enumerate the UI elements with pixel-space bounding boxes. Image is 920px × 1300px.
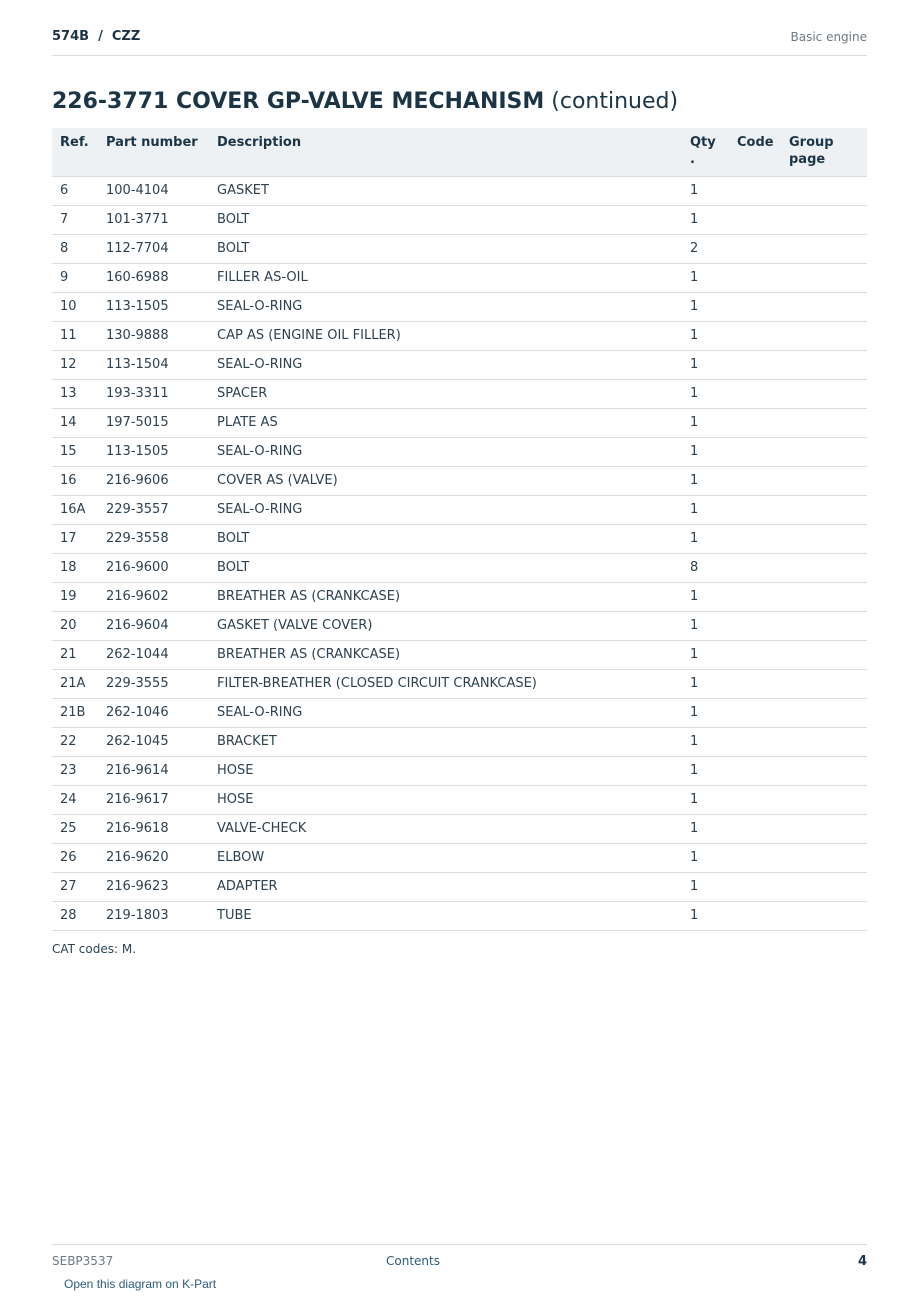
- model-code: 574B / CZZ: [52, 29, 141, 44]
- code-cell: [729, 379, 781, 408]
- description-cell: SEAL-O-RING: [209, 350, 682, 379]
- group-page-cell: [781, 205, 867, 234]
- part-number-cell: 262-1046: [98, 698, 209, 727]
- page-footer: [52, 1244, 867, 1275]
- ref-cell: 21: [52, 640, 98, 669]
- ref-cell: 23: [52, 756, 98, 785]
- page-number: 4: [857, 1254, 867, 1269]
- part-number-cell: 100-4104: [98, 176, 209, 205]
- qty-cell: 1: [682, 176, 729, 205]
- part-number-cell: 216-9606: [98, 466, 209, 495]
- qty-cell: 1: [682, 756, 729, 785]
- part-number-cell: 160-6988: [98, 263, 209, 292]
- part-number-cell: 216-9618: [98, 814, 209, 843]
- col-ref: Ref.: [52, 128, 98, 176]
- code-cell: [729, 901, 781, 930]
- code-cell: [729, 263, 781, 292]
- qty-cell: 1: [682, 669, 729, 698]
- part-number-cell: 130-9888: [98, 321, 209, 350]
- ref-cell: 18: [52, 553, 98, 582]
- part-number-cell: 216-9604: [98, 611, 209, 640]
- ref-cell: 19: [52, 582, 98, 611]
- group-page-cell: [781, 379, 867, 408]
- table-row: [52, 640, 867, 669]
- group-page-cell: [781, 872, 867, 901]
- table-row: [52, 234, 867, 263]
- code-cell: [729, 698, 781, 727]
- part-number-cell: 216-9614: [98, 756, 209, 785]
- table-row: [52, 292, 867, 321]
- qty-cell: 1: [682, 901, 729, 930]
- ref-cell: 14: [52, 408, 98, 437]
- code-cell: [729, 611, 781, 640]
- part-number-cell: 113-1505: [98, 437, 209, 466]
- description-cell: BREATHER AS (CRANKCASE): [209, 582, 682, 611]
- group-page-cell: [781, 698, 867, 727]
- ref-cell: 9: [52, 263, 98, 292]
- ref-cell: 13: [52, 379, 98, 408]
- part-number-cell: 216-9623: [98, 872, 209, 901]
- description-cell: BRACKET: [209, 727, 682, 756]
- code-cell: [729, 872, 781, 901]
- table-row: [52, 176, 867, 205]
- description-cell: BOLT: [209, 205, 682, 234]
- group-page-cell: [781, 321, 867, 350]
- code-cell: [729, 843, 781, 872]
- group-page-cell: [781, 176, 867, 205]
- qty-cell: 1: [682, 640, 729, 669]
- part-number-cell: 262-1045: [98, 727, 209, 756]
- description-cell: SEAL-O-RING: [209, 495, 682, 524]
- ref-cell: 11: [52, 321, 98, 350]
- qty-cell: 1: [682, 582, 729, 611]
- table-row: [52, 553, 867, 582]
- group-page-cell: [781, 582, 867, 611]
- qty-cell: 1: [682, 727, 729, 756]
- table-row: [52, 437, 867, 466]
- code-cell: [729, 727, 781, 756]
- description-cell: HOSE: [209, 756, 682, 785]
- part-number-cell: 262-1044: [98, 640, 209, 669]
- qty-cell: 1: [682, 263, 729, 292]
- group-page-cell: [781, 466, 867, 495]
- group-page-cell: [781, 669, 867, 698]
- table-row: [52, 814, 867, 843]
- section-name: Basic engine: [790, 30, 867, 44]
- table-row: [52, 669, 867, 698]
- ref-cell: 15: [52, 437, 98, 466]
- continued-label: (continued): [551, 89, 679, 114]
- kpart-link[interactable]: Open this diagram on K-Part: [64, 1277, 217, 1291]
- description-cell: SPACER: [209, 379, 682, 408]
- qty-cell: 1: [682, 814, 729, 843]
- part-number-cell: 113-1504: [98, 350, 209, 379]
- ref-cell: 16: [52, 466, 98, 495]
- code-cell: [729, 640, 781, 669]
- group-page-cell: [781, 727, 867, 756]
- parts-table: [52, 128, 867, 931]
- part-number-cell: 229-3558: [98, 524, 209, 553]
- description-cell: ADAPTER: [209, 872, 682, 901]
- table-row: [52, 321, 867, 350]
- page-title: [52, 89, 678, 114]
- table-row: [52, 466, 867, 495]
- qty-cell: 1: [682, 843, 729, 872]
- description-cell: GASKET (VALVE COVER): [209, 611, 682, 640]
- qty-cell: 1: [682, 408, 729, 437]
- description-cell: VALVE-CHECK: [209, 814, 682, 843]
- ref-cell: 28: [52, 901, 98, 930]
- table-row: [52, 843, 867, 872]
- code-cell: [729, 234, 781, 263]
- table-row: [52, 727, 867, 756]
- code-cell: [729, 785, 781, 814]
- code-cell: [729, 524, 781, 553]
- page-header: [52, 29, 867, 56]
- code-cell: [729, 205, 781, 234]
- ref-cell: 24: [52, 785, 98, 814]
- document-id: SEBP3537: [52, 1254, 114, 1268]
- qty-cell: 1: [682, 437, 729, 466]
- col-group-page: Group page: [781, 128, 867, 176]
- parts-table-body: [52, 176, 867, 930]
- part-number-cell: 113-1505: [98, 292, 209, 321]
- group-page-cell: [781, 843, 867, 872]
- table-row: [52, 205, 867, 234]
- table-header-row: [52, 128, 867, 176]
- part-number-cell: 193-3311: [98, 379, 209, 408]
- description-cell: HOSE: [209, 785, 682, 814]
- ref-cell: 26: [52, 843, 98, 872]
- description-cell: PLATE AS: [209, 408, 682, 437]
- group-page-cell: [781, 234, 867, 263]
- qty-cell: 1: [682, 292, 729, 321]
- contents-link[interactable]: Contents: [386, 1254, 440, 1268]
- description-cell: SEAL-O-RING: [209, 292, 682, 321]
- group-page-cell: [781, 437, 867, 466]
- code-cell: [729, 437, 781, 466]
- qty-cell: 1: [682, 495, 729, 524]
- part-number-cell: 219-1803: [98, 901, 209, 930]
- qty-cell: 8: [682, 553, 729, 582]
- ref-cell: 17: [52, 524, 98, 553]
- group-page-cell: [781, 611, 867, 640]
- ref-cell: 8: [52, 234, 98, 263]
- description-cell: BREATHER AS (CRANKCASE): [209, 640, 682, 669]
- group-page-cell: [781, 524, 867, 553]
- description-cell: SEAL-O-RING: [209, 698, 682, 727]
- qty-cell: 1: [682, 379, 729, 408]
- qty-cell: 1: [682, 350, 729, 379]
- ref-cell: 7: [52, 205, 98, 234]
- code-cell: [729, 408, 781, 437]
- code-cell: [729, 466, 781, 495]
- table-row: [52, 582, 867, 611]
- qty-cell: 1: [682, 611, 729, 640]
- description-cell: CAP AS (ENGINE OIL FILLER): [209, 321, 682, 350]
- code-cell: [729, 321, 781, 350]
- code-cell: [729, 553, 781, 582]
- col-qty: Qty .: [682, 128, 729, 176]
- part-number-cell: 229-3557: [98, 495, 209, 524]
- ref-cell: 21B: [52, 698, 98, 727]
- ref-cell: 20: [52, 611, 98, 640]
- ref-cell: 6: [52, 176, 98, 205]
- code-cell: [729, 495, 781, 524]
- table-row: [52, 785, 867, 814]
- table-row: [52, 350, 867, 379]
- table-row: [52, 263, 867, 292]
- group-page-cell: [781, 292, 867, 321]
- description-cell: BOLT: [209, 234, 682, 263]
- part-number-cell: 197-5015: [98, 408, 209, 437]
- table-row: [52, 524, 867, 553]
- part-number-cell: 101-3771: [98, 205, 209, 234]
- part-number-cell: 216-9602: [98, 582, 209, 611]
- qty-cell: 1: [682, 466, 729, 495]
- part-number-cell: 216-9617: [98, 785, 209, 814]
- table-row: [52, 495, 867, 524]
- group-page-cell: [781, 901, 867, 930]
- ref-cell: 25: [52, 814, 98, 843]
- code-cell: [729, 814, 781, 843]
- table-row: [52, 901, 867, 930]
- ref-cell: 27: [52, 872, 98, 901]
- table-row: [52, 698, 867, 727]
- cat-codes-note: CAT codes: M.: [52, 942, 137, 956]
- ref-cell: 12: [52, 350, 98, 379]
- qty-cell: 2: [682, 234, 729, 263]
- description-cell: BOLT: [209, 524, 682, 553]
- ref-cell: 10: [52, 292, 98, 321]
- table-row: [52, 379, 867, 408]
- code-cell: [729, 350, 781, 379]
- table-row: [52, 408, 867, 437]
- group-page-cell: [781, 785, 867, 814]
- qty-cell: 1: [682, 785, 729, 814]
- description-cell: COVER AS (VALVE): [209, 466, 682, 495]
- qty-cell: 1: [682, 321, 729, 350]
- code-cell: [729, 292, 781, 321]
- table-row: [52, 611, 867, 640]
- group-page-cell: [781, 408, 867, 437]
- group-page-cell: [781, 263, 867, 292]
- description-cell: FILTER-BREATHER (CLOSED CIRCUIT CRANKCASE): [209, 669, 682, 698]
- description-cell: GASKET: [209, 176, 682, 205]
- qty-cell: 1: [682, 205, 729, 234]
- table-row: [52, 756, 867, 785]
- group-page-cell: [781, 814, 867, 843]
- part-number-cell: 112-7704: [98, 234, 209, 263]
- group-page-cell: [781, 495, 867, 524]
- col-description: Description: [209, 128, 682, 176]
- ref-cell: 22: [52, 727, 98, 756]
- description-cell: TUBE: [209, 901, 682, 930]
- ref-cell: 21A: [52, 669, 98, 698]
- description-cell: SEAL-O-RING: [209, 437, 682, 466]
- ref-cell: 16A: [52, 495, 98, 524]
- code-cell: [729, 176, 781, 205]
- group-page-cell: [781, 350, 867, 379]
- description-cell: ELBOW: [209, 843, 682, 872]
- col-code: Code: [729, 128, 781, 176]
- code-cell: [729, 669, 781, 698]
- part-number-cell: 229-3555: [98, 669, 209, 698]
- qty-cell: 1: [682, 872, 729, 901]
- table-row: [52, 872, 867, 901]
- col-part-number: Part number: [98, 128, 209, 176]
- group-page-cell: [781, 553, 867, 582]
- part-number-cell: 216-9620: [98, 843, 209, 872]
- qty-cell: 1: [682, 524, 729, 553]
- group-page-cell: [781, 640, 867, 669]
- part-number-cell: 216-9600: [98, 553, 209, 582]
- code-cell: [729, 756, 781, 785]
- qty-cell: 1: [682, 698, 729, 727]
- code-cell: [729, 582, 781, 611]
- description-cell: BOLT: [209, 553, 682, 582]
- group-page-cell: [781, 756, 867, 785]
- group-title: 226-3771 COVER GP-VALVE MECHANISM: [52, 89, 545, 114]
- description-cell: FILLER AS-OIL: [209, 263, 682, 292]
